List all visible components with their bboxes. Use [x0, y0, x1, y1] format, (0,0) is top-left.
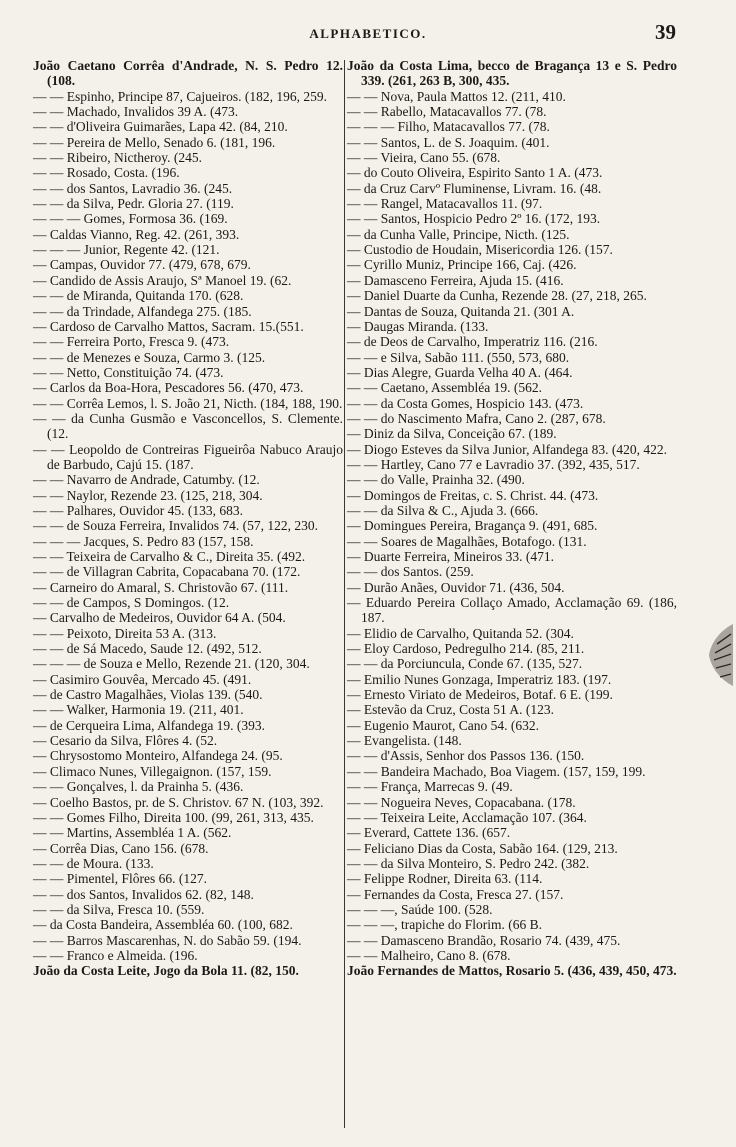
right-column: [347, 58, 677, 979]
directory-entry: — Carlos da Boa-Hora, Pescadores 56. (470, 473.: [33, 380, 304, 396]
directory-entry: — — de Miranda, Quitanda 170. (628.: [33, 288, 244, 304]
directory-entry: — Cesario da Silva, Flôres 4. (52.: [33, 733, 218, 749]
left-column: [33, 58, 343, 979]
directory-entry: — — Naylor, Rezende 23. (125, 218, 304.: [33, 487, 263, 503]
directory-entry: — — Soares de Magalhães, Botafogo. (131.: [347, 533, 587, 549]
directory-entry: — Fernandes da Costa, Fresca 27. (157.: [347, 886, 564, 902]
directory-entry: — — Rabello, Matacavallos 77. (78.: [347, 104, 547, 120]
directory-entry: — — da Cunha Gusmão e Vasconcellos, S. Clemente. (12.: [33, 410, 343, 442]
directory-entry: — — Machado, Invalidos 39 A. (473.: [33, 104, 239, 120]
directory-entry: — Carvalho de Medeiros, Ouvidor 64 A. (504.: [33, 610, 286, 626]
directory-entry: — Diogo Esteves da Silva Junior, Alfandega 83. (420, 422.: [347, 441, 668, 457]
page-header: [0, 20, 736, 52]
directory-entry: — — França, Marrecas 9. (49.: [347, 779, 513, 795]
directory-entry: — do Couto Oliveira, Espirito Santo 1 A. (473.: [347, 165, 603, 181]
directory-entry: — Duarte Ferreira, Mineiros 33. (471.: [347, 549, 554, 564]
directory-entry: — — Franco e Almeida. (196.: [33, 947, 198, 963]
directory-entry: — — Netto, Constituição 74. (473.: [33, 364, 224, 380]
directory-entry: — Damasceno Ferreira, Ajuda 15. (416.: [347, 272, 564, 288]
directory-entry: — Chrysostomo Monteiro, Alfandega 24. (95.: [33, 748, 283, 764]
directory-entry: — — Rangel, Matacavallos 11. (97.: [347, 196, 543, 212]
directory-entry: João da Costa Lima, becco de Bragança 13 e S. Pedro 339. (261, 263 B, 300, 435.: [347, 58, 677, 89]
directory-entry: — — Peixoto, Direita 53 A. (313.: [33, 625, 217, 641]
directory-entry: — Eduardo Pereira Collaço Amado, Acclamação 69. (186, 187.: [347, 595, 677, 626]
directory-entry: — Feliciano Dias da Costa, Sabão 164. (129, 213.: [347, 840, 618, 856]
directory-entry: — — da Silva & C., Ajuda 3. (666.: [347, 502, 539, 518]
directory-entry: — — Ribeiro, Nictheroy. (245.: [33, 150, 202, 166]
directory-entry: — Carneiro do Amaral, S. Christovão 67. (111.: [33, 579, 289, 595]
directory-entry: — — Teixeira Leite, Acclamação 107. (364.: [347, 809, 587, 825]
directory-entry: — da Cruz Carvº Fluminense, Livram. 16. (48.: [347, 180, 602, 196]
column-divider: [344, 60, 345, 1128]
directory-entry: João Caetano Corrêa d'Andrade, N. S. Pedro 12. (108.: [33, 58, 343, 89]
directory-entry: — — Leopoldo de Contreiras Figueirôa Nabuco Araujo de Barbudo, Cajú 15. (187.: [33, 441, 343, 472]
margin-ornament-icon: [703, 620, 735, 690]
directory-entry: João Fernandes de Mattos, Rosario 5. (436, 439, 450, 473.: [347, 963, 677, 979]
directory-entry: — da Costa Bandeira, Assembléa 60. (100, 682.: [33, 917, 293, 933]
directory-entry: — — Palhares, Ouvidor 45. (133, 683.: [33, 502, 243, 518]
directory-entry: — Felippe Rodner, Direita 63. (114.: [347, 871, 543, 887]
directory-entry: — — dos Santos. (259.: [347, 564, 474, 580]
directory-entry: — — da Porciuncula, Conde 67. (135, 527.: [347, 656, 583, 672]
directory-entry: — — de Sá Macedo, Saude 12. (492, 512.: [33, 641, 262, 657]
directory-entry: — Casimiro Gouvêa, Mercado 45. (491.: [33, 671, 252, 687]
directory-entry: — — do Valle, Prainha 32. (490.: [347, 472, 525, 488]
page-number: 39: [655, 20, 676, 44]
directory-entry: — — da Silva Monteiro, S. Pedro 242. (382.: [347, 855, 590, 871]
directory-entry: — Estevão da Cruz, Costa 51 A. (123.: [347, 702, 554, 718]
directory-entry: — Cardoso de Carvalho Mattos, Sacram. 15.(551.: [33, 318, 304, 334]
directory-entry: — — Gomes Filho, Direita 100. (99, 261, 313, 435.: [33, 809, 314, 825]
directory-entry: — — — Gomes, Formosa 36. (169.: [33, 211, 228, 227]
directory-entry: — — Rosado, Costa. (196.: [33, 165, 180, 181]
directory-entry: — — de Menezes e Souza, Carmo 3. (125.: [33, 349, 266, 365]
directory-entry: — Durão Anães, Ouvidor 71. (436, 504.: [347, 579, 565, 595]
directory-entry: — Everard, Cattete 136. (657.: [347, 825, 511, 841]
directory-entry: João da Costa Leite, Jogo da Bola 11. (82, 150.: [33, 963, 299, 979]
directory-entry: — Evangelista. (148.: [347, 733, 462, 749]
directory-entry: — Coelho Bastos, pr. de S. Christov. 67 N. (103, 392.: [33, 794, 324, 810]
directory-entry: — — Teixeira de Carvalho & C., Direita 35. (492.: [33, 549, 306, 564]
directory-entry: — — Caetano, Assembléa 19. (562.: [347, 380, 542, 396]
directory-entry: — Daniel Duarte da Cunha, Rezende 28. (27, 218, 265.: [347, 288, 647, 304]
directory-entry: — — d'Oliveira Guimarães, Lapa 42. (84, 210.: [33, 119, 288, 135]
directory-entry: — — Nova, Paula Mattos 12. (211, 410.: [347, 88, 566, 104]
directory-entry: — — — Filho, Matacavallos 77. (78.: [347, 119, 550, 135]
directory-entry: — — Walker, Harmonia 19. (211, 401.: [33, 702, 244, 718]
directory-entry: — — Espinho, Principe 87, Cajueiros. (182, 196, 259.: [33, 88, 327, 104]
directory-entry: — Candido de Assis Araujo, Sª Manoel 19. (62.: [33, 272, 292, 288]
directory-entry: — — Pimentel, Flôres 66. (127.: [33, 871, 207, 887]
directory-entry: — Campas, Ouvidor 77. (479, 678, 679.: [33, 257, 251, 273]
directory-entry: — — da Silva, Fresca 10. (559.: [33, 901, 205, 917]
directory-entry: — — Corrêa Lemos, l. S. João 21, Nicth. (184, 188, 190.: [33, 395, 343, 411]
directory-entry: — — — Junior, Regente 42. (121.: [33, 242, 220, 258]
directory-entry: — de Castro Magalhães, Violas 139. (540.: [33, 687, 263, 703]
directory-entry: — Emilio Nunes Gonzaga, Imperatriz 183. (197.: [347, 671, 612, 687]
directory-entry: — — de Souza Ferreira, Invalidos 74. (57, 122, 230.: [33, 518, 318, 534]
directory-entry: — — Santos, L. de S. Joaquim. (401.: [347, 134, 550, 150]
directory-entry: — — de Moura. (133.: [33, 855, 154, 871]
directory-entry: — Dias Alegre, Guarda Velha 40 A. (464.: [347, 364, 573, 380]
directory-entry: — — —, trapiche do Florim. (66 B.: [347, 917, 542, 933]
directory-entry: — — — Jacques, S. Pedro 83 (157, 158.: [33, 533, 254, 549]
running-title: ALPHABETICO.: [309, 26, 427, 41]
directory-entry: — Eugenio Maurot, Cano 54. (632.: [347, 717, 539, 733]
directory-entry: — Domingues Pereira, Bragança 9. (491, 685.: [347, 518, 598, 534]
directory-entry: — — Santos, Hospicio Pedro 2º 16. (172, 193.: [347, 211, 601, 227]
directory-entry: — de Deos de Carvalho, Imperatriz 116. (216.: [347, 334, 598, 350]
directory-entry: — Ernesto Viriato de Medeiros, Botaf. 6 E. (199.: [347, 687, 613, 703]
directory-entry: — — —, Saúde 100. (528.: [347, 901, 493, 917]
directory-entry: — — Gonçalves, l. da Prainha 5. (436.: [33, 779, 244, 795]
directory-entry: — — Malheiro, Cano 8. (678.: [347, 947, 511, 963]
directory-entry: — — — de Souza e Mello, Rezende 21. (120, 304.: [33, 656, 310, 672]
directory-entry: — da Cunha Valle, Principe, Nicth. (125.: [347, 226, 570, 242]
directory-entry: — — de Villagran Cabrita, Copacabana 70. (172.: [33, 564, 301, 580]
directory-entry: — — de Campos, S Domingos. (12.: [33, 595, 230, 611]
directory-entry: — Daugas Miranda. (133.: [347, 318, 489, 334]
directory-entry: — — dos Santos, Invalidos 62. (82, 148.: [33, 886, 254, 902]
directory-entry: — Diniz da Silva, Conceição 67. (189.: [347, 426, 557, 442]
directory-entry: — — Ferreira Porto, Fresca 9. (473.: [33, 334, 230, 350]
directory-entry: — — Damasceno Brandão, Rosario 74. (439, 475.: [347, 932, 621, 948]
directory-entry: — — Hartley, Cano 77 e Lavradio 37. (392, 435, 517.: [347, 456, 640, 472]
directory-entry: — Domingos de Freitas, c. S. Christ. 44. (473.: [347, 487, 599, 503]
directory-entry: — — d'Assis, Senhor dos Passos 136. (150.: [347, 748, 585, 764]
directory-entry: — — Navarro de Andrade, Catumby. (12.: [33, 472, 260, 488]
directory-entry: — — Pereira de Mello, Senado 6. (181, 196.: [33, 134, 276, 150]
directory-entry: — de Cerqueira Lima, Alfandega 19. (393.: [33, 717, 266, 733]
directory-entry: — — da Costa Gomes, Hospicio 143. (473.: [347, 395, 584, 411]
directory-entry: — Dantas de Souza, Quitanda 21. (301 A.: [347, 303, 575, 319]
directory-entry: — — Nogueira Neves, Copacabana. (178.: [347, 794, 576, 810]
directory-entry: — Corrêa Dias, Cano 156. (678.: [33, 840, 209, 856]
directory-entry: — Custodio de Houdain, Misericordia 126. (157.: [347, 242, 613, 258]
directory-entry: — — e Silva, Sabão 111. (550, 573, 680.: [347, 349, 570, 365]
directory-entry: — — da Trindade, Alfandega 275. (185.: [33, 303, 252, 319]
directory-entry: — Eloy Cardoso, Pedregulho 214. (85, 211.: [347, 641, 585, 657]
directory-entry: — Elidio de Carvalho, Quitanda 52. (304.: [347, 625, 574, 641]
directory-entry: — — da Silva, Pedr. Gloria 27. (119.: [33, 196, 234, 212]
directory-entry: — — dos Santos, Lavradio 36. (245.: [33, 180, 233, 196]
directory-entry: — Cyrillo Muniz, Principe 166, Caj. (426.: [347, 257, 577, 273]
directory-entry: — — Bandeira Machado, Boa Viagem. (157, 159, 199.: [347, 763, 646, 779]
directory-entry: — — Barros Mascarenhas, N. do Sabão 59. (194.: [33, 932, 302, 948]
directory-entry: — Caldas Vianno, Reg. 42. (261, 393.: [33, 226, 240, 242]
directory-entry: — Climaco Nunes, Villegaignon. (157, 159.: [33, 763, 272, 779]
directory-entry: — — do Nascimento Mafra, Cano 2. (287, 678.: [347, 410, 606, 426]
directory-entry: — — Martins, Assembléa 1 A. (562.: [33, 825, 232, 841]
directory-entry: — — Vieira, Cano 55. (678.: [347, 150, 501, 166]
